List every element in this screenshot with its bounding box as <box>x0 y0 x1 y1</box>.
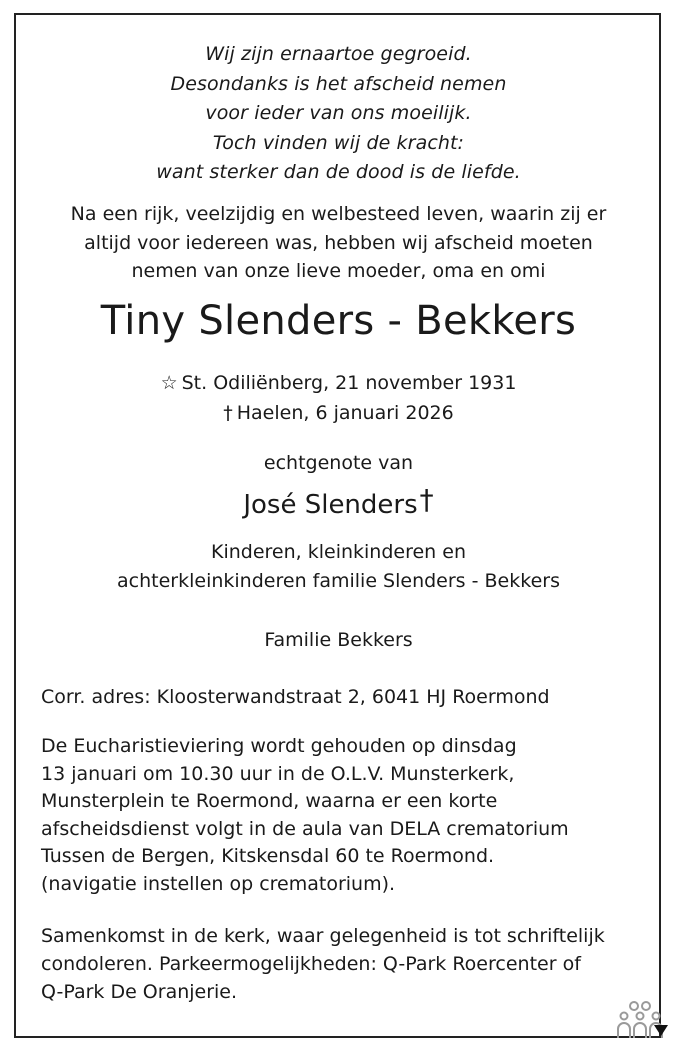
death-text: Haelen, 6 januari 2026 <box>236 402 454 424</box>
service-line: Munsterplein te Roermond, waarna er een korte <box>41 790 498 812</box>
family-secondary: Familie Bekkers <box>264 629 413 651</box>
gathering-line: condoleren. Parkeermogelijkheden: Q-Park Roercenter of <box>41 953 581 975</box>
poem-line: Wij zijn ernaartoe gegroeid. <box>205 43 472 65</box>
poem-line: voor ieder van ons moeilijk. <box>205 102 472 124</box>
intro-line: Na een rijk, veelzijdig en welbesteed leven, waarin zij er <box>70 203 607 225</box>
family-signature <box>0 538 677 596</box>
cross-icon: † <box>223 402 233 424</box>
spouse-label: echtgenote van <box>263 452 414 474</box>
poem-line: Toch vinden wij de kracht: <box>212 131 465 154</box>
service-line: (navigatie instellen op crematorium). <box>41 872 396 895</box>
star-icon: ☆ <box>160 372 178 394</box>
life-dates <box>0 368 677 428</box>
family-line: achterkleinkinderen familie Slenders - Bekkers <box>117 570 560 592</box>
poem <box>0 40 677 188</box>
poem-line: want sterker dan de dood is de liefde. <box>156 161 521 183</box>
triangle-down-icon[interactable] <box>654 1025 668 1036</box>
spouse-line <box>0 482 677 523</box>
intro-line: altijd voor iedereen was, hebben wij afscheid moeten <box>84 231 593 254</box>
gathering-line: Samenkomst in de kerk, waar gelegenheid is tot schriftelijk <box>41 925 605 947</box>
death-line <box>0 398 677 428</box>
intro-line: nemen van onze lieve moeder, oma en omi <box>131 260 546 282</box>
service-line: 13 januari om 10.30 uur in de O.L.V. Munsterkerk, <box>41 762 515 785</box>
family-line: Kinderen, kleinkinderen en <box>211 541 466 563</box>
spouse-name: José Slenders <box>243 490 418 520</box>
gathering-line: Q-Park De Oranjerie. <box>41 981 238 1003</box>
service-line: Tussen de Bergen, Kitskensdal 60 te Roermond. <box>41 845 495 867</box>
service-details <box>41 733 569 898</box>
birth-text: St. Odiliënberg, 21 november 1931 <box>181 372 517 394</box>
cross-icon: † <box>419 483 434 516</box>
intro-text <box>0 200 677 286</box>
gathering-details <box>41 922 605 1006</box>
birth-line <box>0 368 677 398</box>
deceased-name: Tiny Slenders - Bekkers <box>100 298 577 344</box>
poem-line: Desondanks is het afscheid nemen <box>170 72 507 95</box>
correspondence-address: Corr. adres: Kloosterwandstraat 2, 6041 HJ Roermond <box>41 686 550 708</box>
service-line: afscheidsdienst volgt in de aula van DELA crematorium <box>41 817 569 840</box>
service-line: De Eucharistieviering wordt gehouden op dinsdag <box>41 735 517 757</box>
